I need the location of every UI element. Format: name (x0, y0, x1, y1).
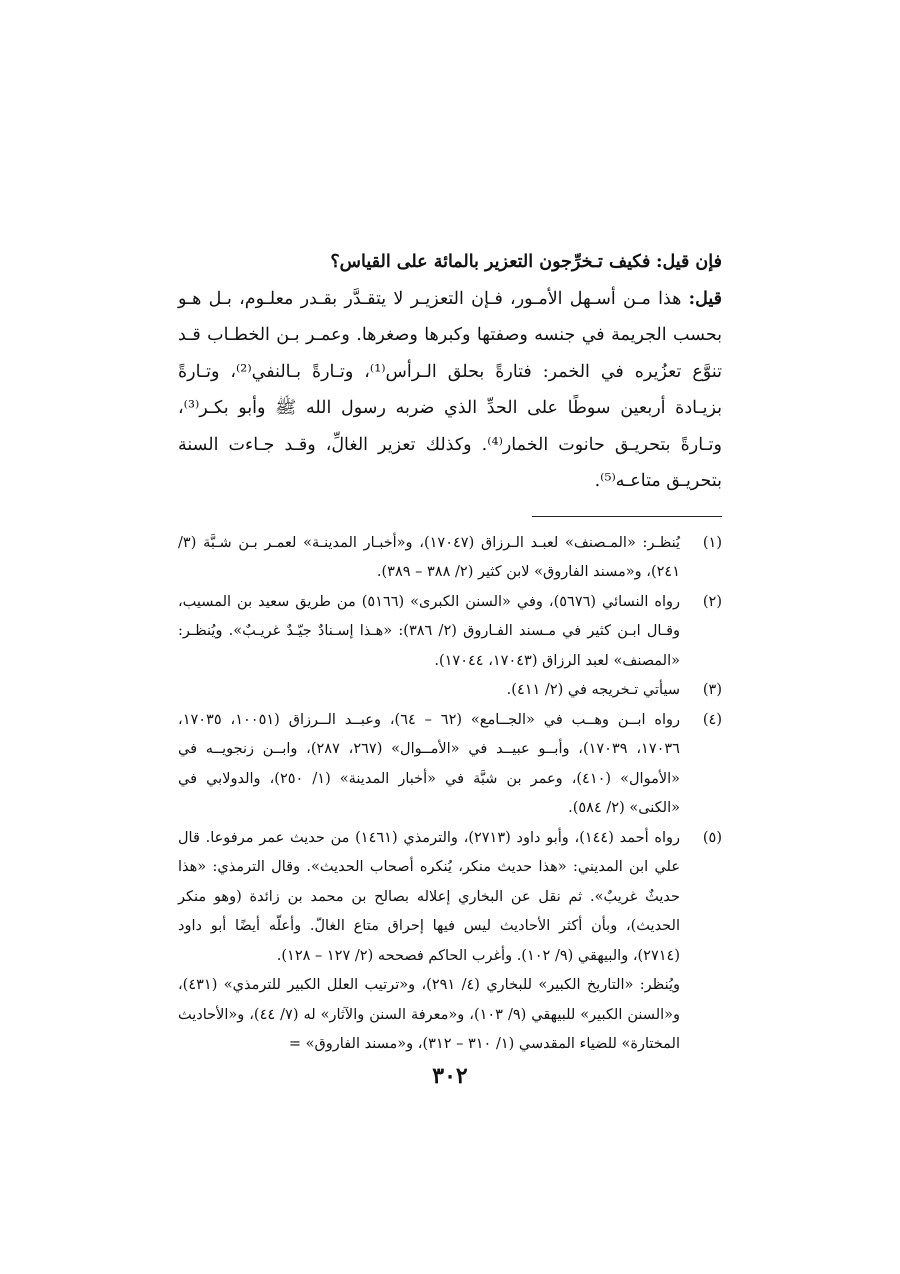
footnote-4 (178, 706, 722, 824)
footnotes (178, 529, 722, 1060)
footnote-5 (178, 824, 722, 1060)
main-text (178, 244, 722, 500)
question-label: فإن قيل: (655, 252, 722, 272)
footnote-text: سيأتي تـخريجه في (٢/ ٤١١). (506, 682, 680, 698)
footnote-number: (١) (702, 534, 722, 551)
footnote-text: رواه النسائي (٥٦٧٦)، وفي «السنن الكبرى» (٥١٦٦) من طريق سعيد بن المسيب، وقـال ابـن كثير في مـسند الفـاروق (٢/ ٣٨٦): «هـذا إسـنادٌ جيّـدٌ غريـبٌ». ويُنظـر: «المصنف» لعبد الرزاق (١٧٠٤٣، ١٧٠٤٤). (178, 593, 680, 669)
footnote-separator (532, 516, 722, 517)
footnote-text: يُنظـر: «المـصنف» لعبـد الـرزاق (١٧٠٤٧)، و«أخبـار المدينـة» لعمـر بـن شـبَّة (٣/ ٢٤١)، و«مسند الفاروق» لابن كثير (٢/ ٣٨٨ – ٣٨٩). (178, 534, 680, 580)
footnote-number: (٤) (702, 711, 722, 728)
footnote-2 (178, 588, 722, 677)
footnote-text-part-2: ويُنظر: «التاريخ الكبير» للبخاري (٤/ ٢٩١)، و«ترتيب العلل الكبير للترمذي» (٤٣١)، و«السنن الكبير» للبيهقي (٩/ ١٠٣)، و«معرفة السنن والآثار» له (٧/ ٤٤)، و«الأحاديث المختارة» للضياء المقدسي (١/ ٣١٠ – ٣١٢)، و«مسند الفاروق» = (178, 977, 681, 1052)
answer-text: هذا مـن أسـهل الأمـور، فـإن التعزيـر لا يتقـدَّر بقـدر معلـوم، بـل هـو بحسب الجريمة في جنسه وصفتها وكبرها وصغرها. وعمـر بـن الخطـاب قـد تنوَّع تعزُيره في الخمر: فتارةً بحلق الـرأس⁽¹⁾، وتـارةً بـالنفي⁽²⁾، وتـارةً بزيـادة أربعين سوطًا على الحدِّ الذي ضربه رسول الله ﷺ وأبو بكـر⁽³⁾، وتـارةً بتحريـق حانوت الخمار⁽⁴⁾. وكذلك تعزير الغالِّ، وقـد جـاءت السنة بتحريـق متاعـه⁽⁵⁾. (178, 288, 722, 491)
answer-label: قيل: (688, 288, 722, 309)
footnote-3 (178, 676, 722, 706)
footnote-number: (٣) (702, 682, 722, 698)
question-paragraph (178, 244, 722, 281)
footnote-text-part-1: رواه أحمد (١٤٤)، وأبو داود (٢٧١٣)، والترمذي (١٤٦١) من حديث عمر مرفوعا. قال علي ابن المديني: «هذا حديث منكر، يُنكره أصحاب الحديث». وقال الترمذي: «هذا حديثٌ غريبٌ». ثم نقل عن البخاري إعلاله بصالح بن محمد بن زائدة (وهو منكر الحديث)، وبأن أكثر الأحاديث ليس فيها إحراق متاع الغالّ. وأعلّه أيضًا أبو داود (٢٧١٤)، والبيهقي (٩/ ١٠٢). وأغرب الحاكم فصححه (٢/ ١٢٧ – ١٢٨). (178, 829, 680, 964)
page-number: ٣٠٢ (432, 1063, 468, 1089)
question-text: فكيف تـخرِّجون التعزير بالمائة على القياس؟ (330, 252, 651, 272)
footnote-number: (٢) (702, 593, 722, 610)
footnote-text: رواه ابــن وهــب في «الجــامع» (٦٢ – ٦٤)، وعبــد الــرزاق (١٠٠٥١، ١٧٠٣٥، ١٧٠٣٦، ١٧٠٣٩)، وأبــو عبيــد في «الأمــوال» (٢٦٧، ٢٨٧)، وابــن زنجويــه في «الأموال» (٤١٠)، وعمر بن شبَّة في «أخبار المدينة» (١/ ٢٥٠)، والدولابي في «الكنى» (٢/ ٥٨٤). (178, 711, 681, 816)
footnote-number: (٥) (702, 829, 722, 846)
footnote-1 (178, 529, 722, 588)
answer-paragraph (178, 281, 722, 500)
footnote-text (178, 824, 680, 1060)
